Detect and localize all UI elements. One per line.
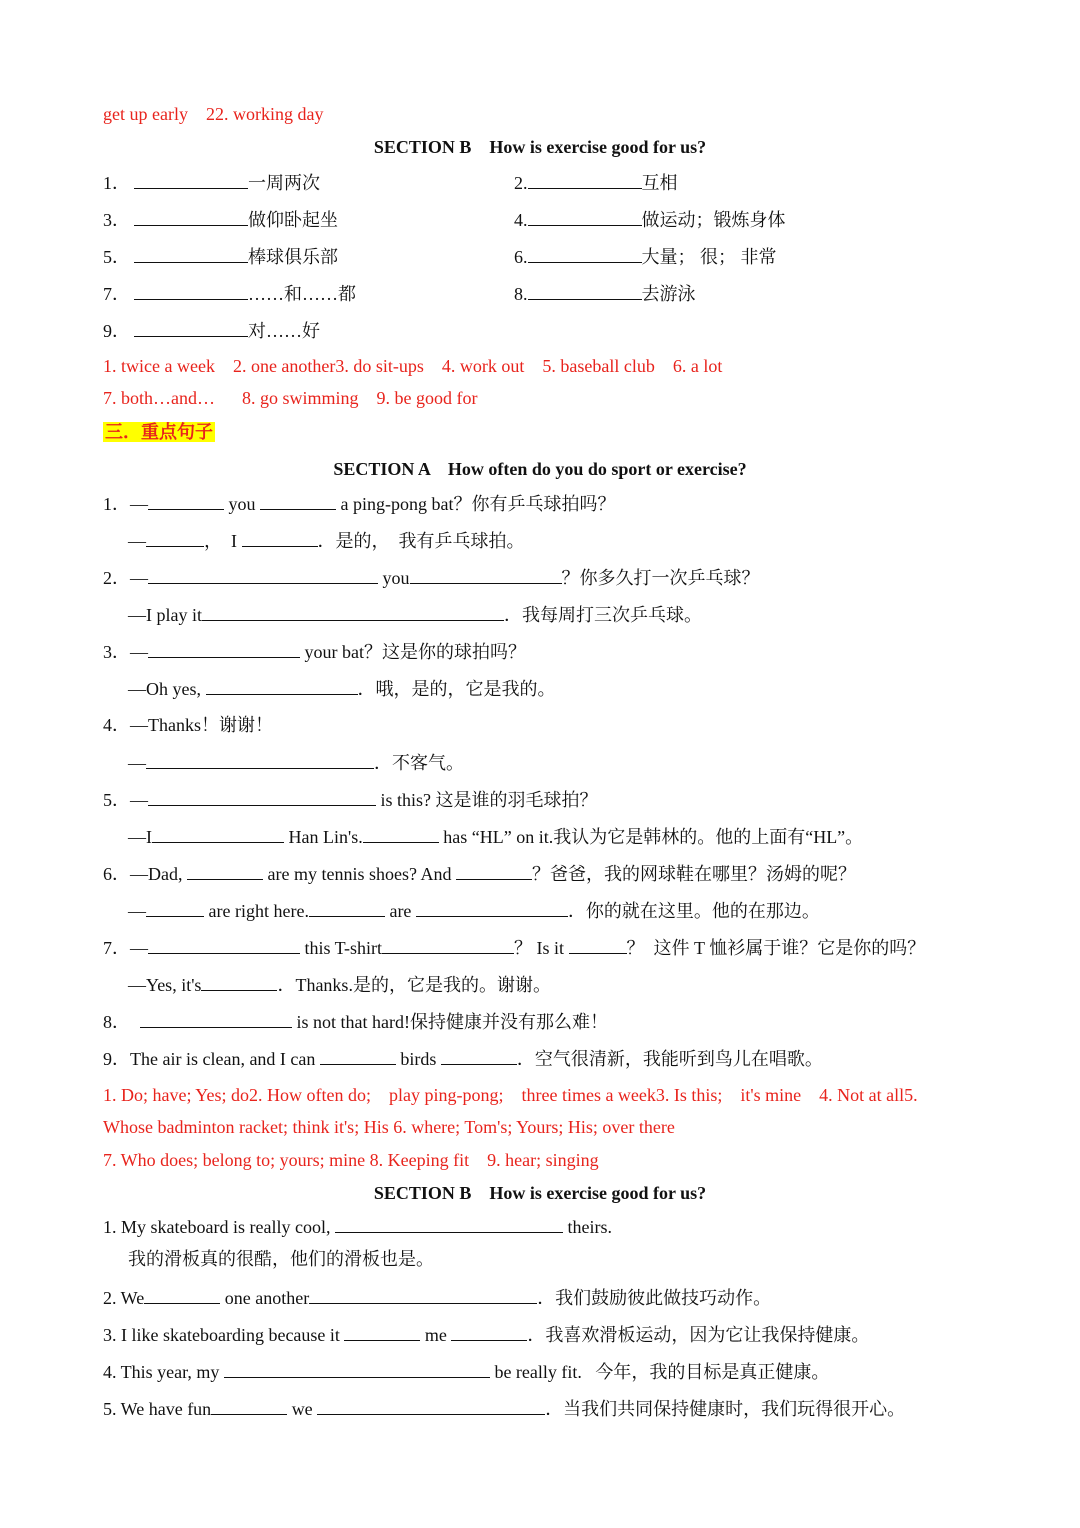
vocab-item-1: 1． 一周两次 [103,170,320,194]
sentence-3-a: —Oh yes, ．哦，是的，它是我的。 [128,676,556,700]
sentence-6-q: 6．—Dad, are my tennis shoes? And ？爸爸，我的网球鞋在哪里？汤姆的呢？ [103,861,856,885]
sentence-7-q: 7．— this T-shirt ？ Is it ？ 这件 T 恤衫属于谁？它是你的吗？ [103,935,925,959]
vocab-item-5: 5． 棒球俱乐部 [103,244,338,268]
b-sentence-5: 5. We have fun we ．当我们共同保持健康时，我们玩得很开心。 [103,1396,905,1420]
vocab-item-8: 8. 去游泳 [514,281,696,305]
sentence-3-q: 3．— your bat？这是你的球拍吗？ [103,639,526,663]
sentence-5-a: —I Han Lin's. has “HL” on it.我认为它是韩林的。他的上面有“HL”。 [128,824,863,848]
sentence-2-a: —I play it ．我每周打三次乒乓球。 [128,602,702,626]
sentence-8: 8． is not that hard!保持健康并没有那么难！ [103,1009,608,1033]
answer-line: Whose badminton racket; think it's; His 6. where; Tom's; Yours; His; over there [103,1117,675,1137]
top-answers: get up early 22. working day [103,104,324,124]
sentence-1-a: — ， I ．是的， 我有乒乓球拍。 [128,528,525,552]
answer-line: 1. twice a week 2. one another3. do sit-ups 4. work out 5. baseball club 6. a lot [103,356,723,376]
section-b-heading-2: SECTION B How is exercise good for us? [373,1183,707,1203]
b-sentence-2: 2. We one another ．我们鼓励彼此做技巧动作。 [103,1285,771,1309]
answer-line: 7. both…and… 8. go swimming 9. be good for [103,388,478,408]
b-sentence-4: 4. This year, my be really fit. 今年，我的目标是真正健康。 [103,1359,829,1383]
sentence-4-q: 4．—Thanks！谢谢！ [103,715,273,735]
section-b-heading: SECTION B How is exercise good for us? [373,137,707,157]
sentence-7-a: —Yes, it's ．Thanks.是的，它是我的。谢谢。 [128,972,551,996]
b-sentence-1-cn: 我的滑板真的很酷，他们的滑板也是。 [128,1249,434,1269]
sentence-2-q: 2．— you ？你多久打一次乒乓球？ [103,565,760,589]
part-3-title: 三．重点句子 [105,422,213,442]
b-sentence-3: 3. I like skateboarding because it me ．我喜欢滑板运动，因为它让我保持健康。 [103,1322,869,1346]
sentence-9: 9．The air is clean, and I can birds ．空气很清新，我能听到鸟儿在唱歌。 [103,1046,823,1070]
section-a-heading: SECTION A How often do you do sport or exercise? [333,459,747,479]
vocab-item-4: 4. 做运动；锻炼身体 [514,207,786,231]
vocab-item-7: 7． ……和……都 [103,281,356,305]
vocab-item-3: 3． 做仰卧起坐 [103,207,338,231]
vocab-item-6: 6. 大量； 很； 非常 [514,244,777,268]
vocab-item-9: 9． 对……好 [103,318,320,342]
answer-line: 7. Who does; belong to; yours; mine 8. Keeping fit 9. hear; singing [103,1150,599,1170]
sentence-6-a: — are right here. are ．你的就在这里。他的在那边。 [128,898,820,922]
answer-line: 1. Do; have; Yes; do2. How often do; play ping-pong; three times a week3. Is this; it's mine 4. Not at all5. [103,1085,918,1105]
sentence-1-q: 1．— you a ping-pong bat？你有乒乓球拍吗？ [103,491,615,515]
b-sentence-1: 1. My skateboard is really cool, theirs. [103,1214,612,1238]
sentence-5-q: 5．— is this? 这是谁的羽毛球拍？ [103,787,598,811]
sentence-4-a: — ．不客气。 [128,750,464,774]
vocab-item-2: 2. 互相 [514,170,678,194]
